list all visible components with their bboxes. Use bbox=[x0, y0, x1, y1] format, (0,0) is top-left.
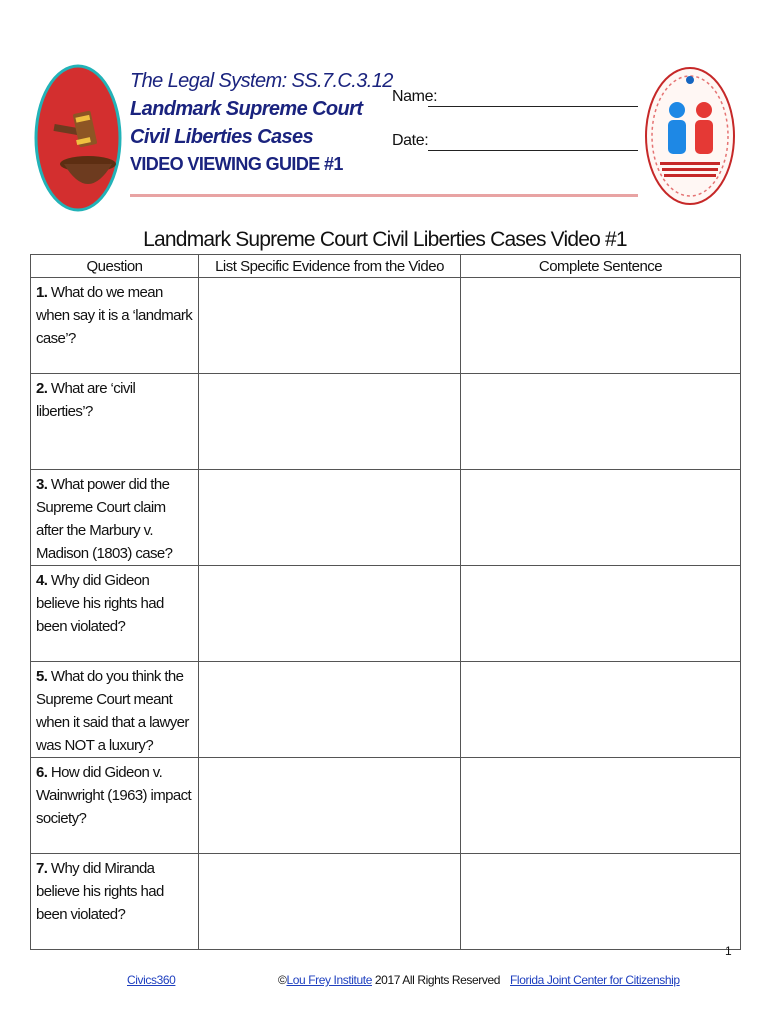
question-text: Why did Miranda believe his rights had been violated? bbox=[36, 860, 164, 923]
question-number: 2. bbox=[36, 380, 48, 397]
evidence-cell[interactable] bbox=[199, 662, 461, 758]
question-cell bbox=[31, 662, 199, 758]
table-row bbox=[31, 662, 741, 758]
evidence-cell[interactable] bbox=[199, 374, 461, 470]
sentence-cell[interactable] bbox=[461, 758, 741, 854]
civics360-link[interactable]: Civics360 bbox=[127, 973, 176, 987]
table-row bbox=[31, 470, 741, 566]
page-number: 1 bbox=[725, 944, 732, 958]
viewing-guide-table bbox=[30, 254, 741, 950]
question-text: What are ‘civil liberties’? bbox=[36, 380, 136, 420]
sentence-cell[interactable] bbox=[461, 374, 741, 470]
sentence-cell[interactable] bbox=[461, 470, 741, 566]
evidence-cell[interactable] bbox=[199, 758, 461, 854]
column-header-sentence: Complete Sentence bbox=[461, 255, 741, 278]
table-row bbox=[31, 566, 741, 662]
table-row bbox=[31, 278, 741, 374]
name-field[interactable] bbox=[392, 88, 638, 110]
footer-center bbox=[278, 973, 500, 987]
evidence-cell[interactable] bbox=[199, 470, 461, 566]
question-text: Why did Gideon believe his rights had been violated? bbox=[36, 572, 164, 635]
table-row bbox=[31, 374, 741, 470]
question-text: How did Gideon v. Wainwright (1963) impact society? bbox=[36, 764, 192, 827]
question-number: 3. bbox=[36, 476, 48, 493]
evidence-cell[interactable] bbox=[199, 854, 461, 950]
date-field[interactable] bbox=[392, 132, 638, 154]
name-label: Name: bbox=[392, 88, 438, 105]
question-cell bbox=[31, 854, 199, 950]
sentence-cell[interactable] bbox=[461, 278, 741, 374]
question-cell bbox=[31, 470, 199, 566]
gavel-logo bbox=[34, 64, 122, 212]
table-header-row bbox=[31, 255, 741, 278]
sentence-cell[interactable] bbox=[461, 566, 741, 662]
question-text: What do we mean when say it is a ‘landmark case’? bbox=[36, 284, 193, 347]
column-header-evidence: List Specific Evidence from the Video bbox=[199, 255, 461, 278]
question-number: 1. bbox=[36, 284, 48, 301]
copyright-symbol: © bbox=[278, 973, 287, 987]
header-title-line-2: Civil Liberties Cases bbox=[130, 126, 314, 148]
question-number: 7. bbox=[36, 860, 48, 877]
table-row bbox=[31, 758, 741, 854]
question-cell bbox=[31, 566, 199, 662]
question-number: 5. bbox=[36, 668, 48, 685]
question-cell bbox=[31, 758, 199, 854]
question-text: What power did the Supreme Court claim after the Marbury v. Madison (1803) case? bbox=[36, 476, 173, 562]
fjcc-link[interactable]: Florida Joint Center for Citizenship bbox=[510, 973, 680, 987]
footer-left bbox=[127, 973, 175, 987]
column-header-question: Question bbox=[31, 255, 199, 278]
header-divider bbox=[130, 194, 638, 197]
date-blank-line[interactable] bbox=[428, 150, 638, 151]
civics360-seal-logo bbox=[644, 66, 736, 206]
question-cell bbox=[31, 374, 199, 470]
lou-frey-institute-link[interactable]: Lou Frey Institute bbox=[286, 973, 372, 987]
table-title: Landmark Supreme Court Civil Liberties Cases Video #1 bbox=[143, 228, 627, 251]
header-title-line-1: Landmark Supreme Court bbox=[130, 98, 363, 120]
evidence-cell[interactable] bbox=[199, 566, 461, 662]
copyright-text: 2017 All Rights Reserved bbox=[371, 973, 501, 987]
date-label: Date: bbox=[392, 132, 429, 149]
sentence-cell[interactable] bbox=[461, 854, 741, 950]
evidence-cell[interactable] bbox=[199, 278, 461, 374]
footer-right bbox=[510, 973, 680, 987]
table-row bbox=[31, 854, 741, 950]
header-standard-line: The Legal System: SS.7.C.3.12 bbox=[130, 70, 393, 92]
name-blank-line[interactable] bbox=[428, 106, 638, 107]
question-cell bbox=[31, 278, 199, 374]
question-text: What do you think the Supreme Court meant when it said that a lawyer was NOT a luxury? bbox=[36, 668, 189, 754]
question-number: 4. bbox=[36, 572, 48, 589]
sentence-cell[interactable] bbox=[461, 662, 741, 758]
question-number: 6. bbox=[36, 764, 48, 781]
header-guide-label: VIDEO VIEWING GUIDE #1 bbox=[130, 154, 343, 174]
